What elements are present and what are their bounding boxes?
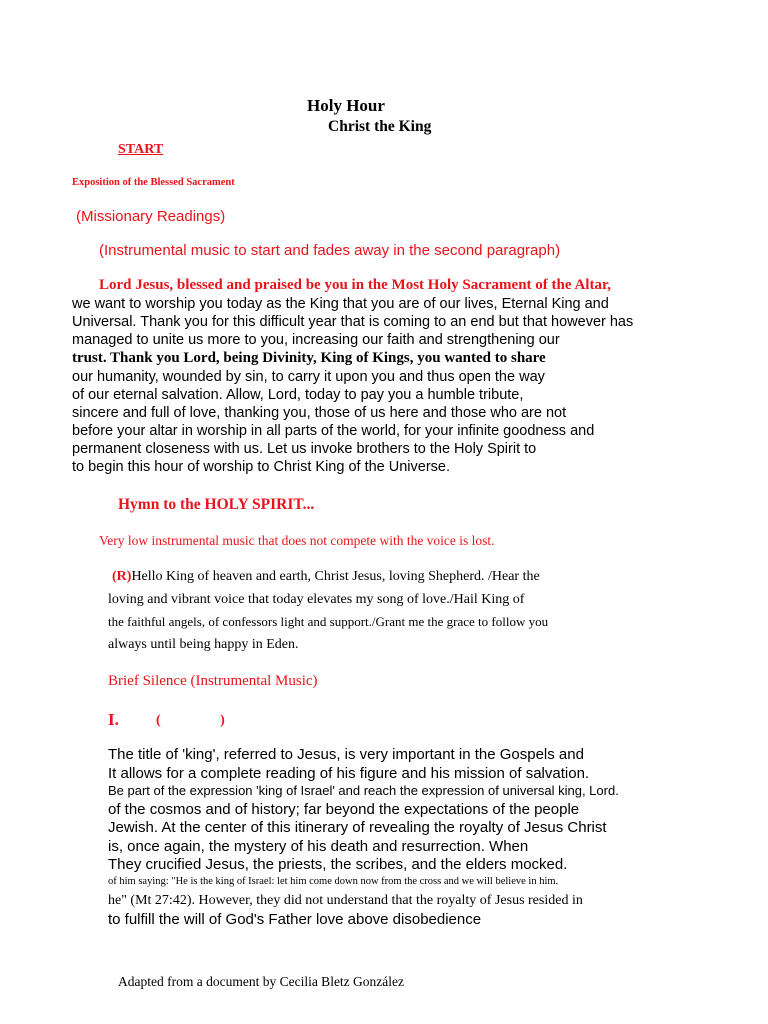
section-line: of the cosmos and of history; far beyond the expectations of the people: [108, 801, 580, 818]
section-line: he" (Mt 27:42). However, they did not understand that the royalty of Jesus resided in: [108, 893, 583, 908]
exposition-note: Exposition of the Blessed Sacrament: [72, 177, 235, 188]
prayer-line: managed to unite us more to you, increasing our faith and strengthening our: [72, 332, 560, 348]
response-marker: (R): [112, 569, 132, 584]
instrumental-note: (Instrumental music to start and fades away in the second paragraph): [99, 242, 561, 259]
response-line: [112, 569, 540, 585]
missionary-note: (Missionary Readings): [76, 208, 226, 225]
section-line: Jewish. At the center of this itinerary of revealing the royalty of Jesus Christ: [108, 819, 607, 836]
prayer-line: Universal. Thank you for this difficult year that is coming to an end but that however has: [72, 314, 634, 330]
prayer-line: sincere and full of love, thanking you, those of us here and those who are not: [72, 405, 567, 421]
prayer-line: permanent closeness with us. Let us invoke brothers to the Holy Spirit to: [72, 441, 537, 457]
response-line: the faithful angels, of confessors light and support./Grant me the grace to follow you: [108, 614, 549, 629]
response-line: always until being happy in Eden.: [108, 637, 299, 652]
section-line: is, once again, the mystery of his death and resurrection. When: [108, 838, 529, 855]
prayer-line: of our eternal salvation. Allow, Lord, today to pay you a humble tribute,: [72, 387, 524, 403]
section-line: The title of 'king', referred to Jesus, is very important in the Gospels and: [108, 746, 584, 763]
footer-credit: Adapted from a document by Cecilia Bletz González: [118, 974, 405, 989]
hymn-heading: Hymn to the HOLY SPIRIT...: [118, 496, 315, 513]
page-title: Holy Hour: [307, 96, 385, 115]
prayer-line: trust. Thank you Lord, being Divinity, King of Kings, you wanted to share: [72, 350, 546, 366]
prayer-line: we want to worship you today as the King that you are of our lives, Eternal King and: [72, 296, 609, 312]
low-music-note: Very low instrumental music that does not compete with the voice is lost.: [99, 533, 495, 548]
section-line: of him saying: "He is the king of Israel: let him come down now from the cross and we will believe in him.: [108, 876, 559, 887]
section-line: Be part of the expression 'king of Israel' and reach the expression of universal king, Lord.: [108, 783, 619, 798]
silence-note: Brief Silence (Instrumental Music): [108, 673, 318, 689]
section-line: It allows for a complete reading of his figure and his mission of salvation.: [108, 765, 590, 782]
prayer-line: to begin this hour of worship to Christ King of the Universe.: [72, 459, 450, 475]
section-numeral: I.: [108, 710, 119, 729]
response-text: Hello King of heaven and earth, Christ Jesus, loving Shepherd. /Hear the: [131, 569, 540, 584]
section-line: to fulfill the will of God's Father love above disobedience: [108, 911, 482, 928]
section-line: They crucified Jesus, the priests, the scribes, and the elders mocked.: [108, 856, 568, 873]
prayer-line: before your altar in worship in all parts of the world, for your infinite goodness and: [72, 423, 595, 439]
section-parens: ( ): [156, 713, 225, 728]
page-subtitle: Christ the King: [328, 118, 432, 135]
prayer-line: our humanity, wounded by sin, to carry it upon you and thus open the way: [72, 369, 545, 385]
prayer-lead: Lord Jesus, blessed and praised be you in the Most Holy Sacrament of the Altar,: [99, 277, 611, 293]
start-heading: START: [118, 142, 164, 157]
response-line: loving and vibrant voice that today elevates my song of love./Hail King of: [108, 592, 525, 607]
